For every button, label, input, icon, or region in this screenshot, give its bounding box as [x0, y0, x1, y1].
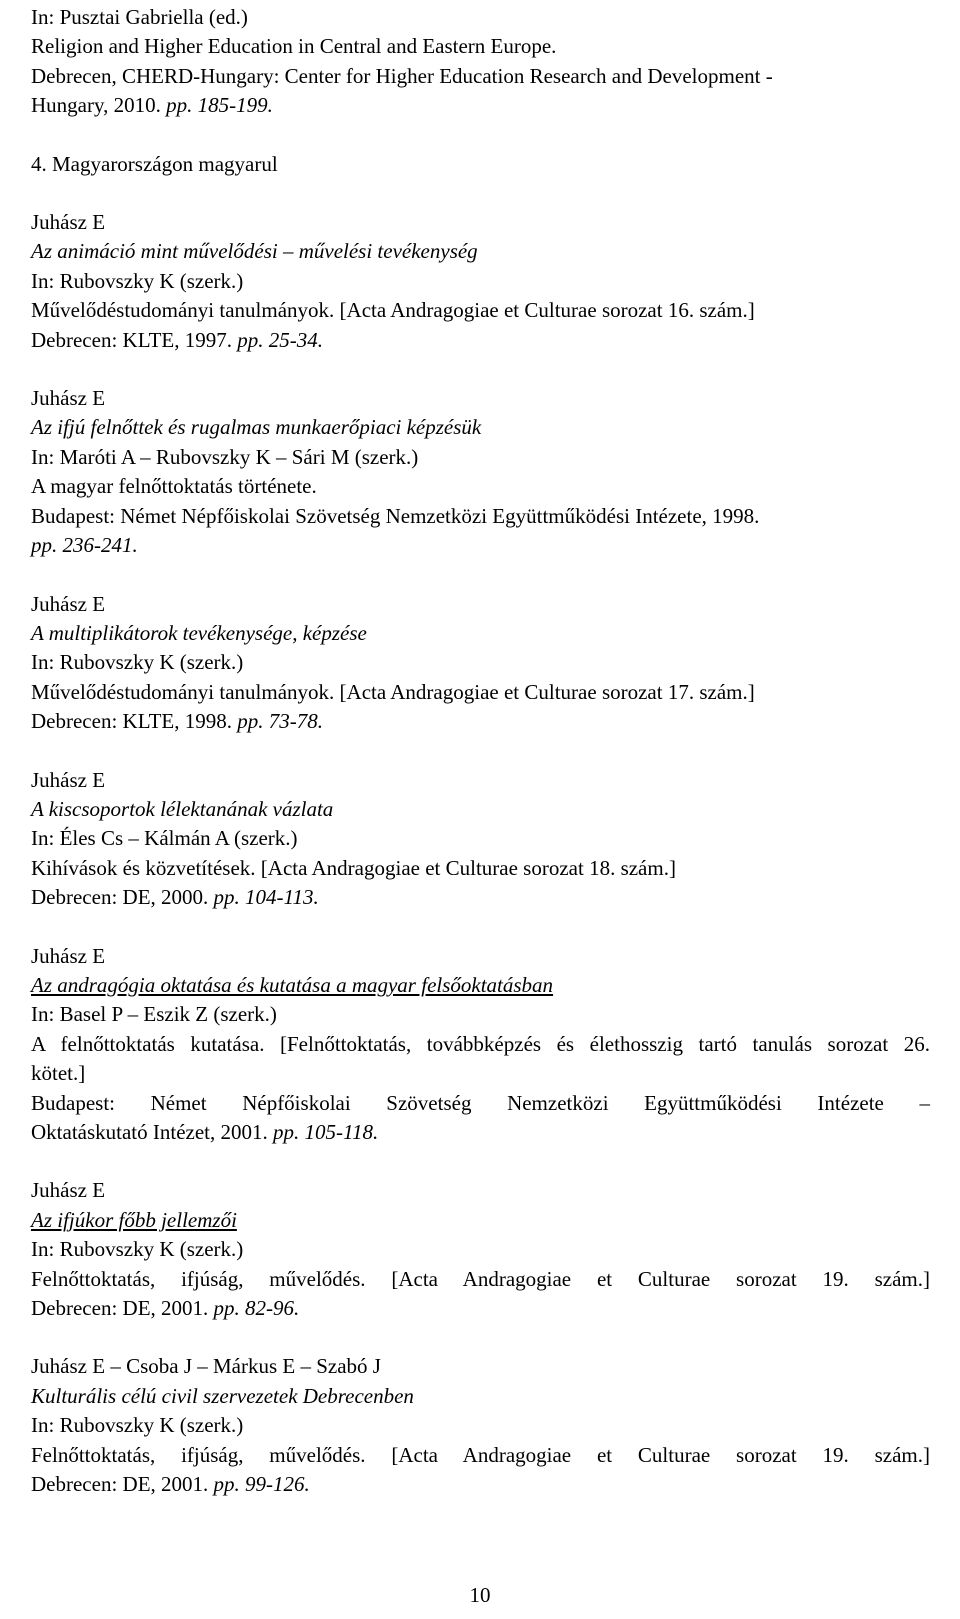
- entry-author: Juhász E: [31, 1178, 106, 1203]
- lead-in: In: Pusztai Gabriella (ed.): [31, 5, 248, 29]
- entry-editors: In: Éles Cs – Kálmán A (szerk.): [31, 826, 298, 851]
- entry-editors: In: Maróti A – Rubovszky K – Sári M (szerk.): [31, 444, 419, 469]
- entry-title: Kulturális célú civil szervezetek Debrecenben: [31, 1383, 414, 1408]
- entry-place-cont: Oktatáskutató Intézet, 2001.: [31, 1120, 274, 1144]
- lead-pages: pp. 185-199.: [166, 93, 273, 118]
- entry-title: Az ifjúkor főbb jellemzői: [31, 1207, 237, 1232]
- entry-author: Juhász E: [31, 767, 106, 792]
- entry-pages: pp. 82-96.: [213, 1296, 300, 1321]
- entry-series: A felnőttoktatás kutatása. [Felnőttoktatás, továbbképzés és élethosszig tartó tanulás sorozat 26.: [31, 1031, 930, 1056]
- reference-entry: [31, 1176, 930, 1323]
- entry-author: Juhász E: [31, 386, 106, 411]
- entry-place: Debrecen: DE, 2001.: [31, 1472, 214, 1497]
- entry-editors: In: Rubovszky K (szerk.): [31, 650, 244, 675]
- lead-year-line: [31, 91, 930, 120]
- entry-series-cont: kötet.]: [31, 1061, 86, 1086]
- entry-pages: pp. 104-113.: [213, 885, 319, 910]
- lead-year: Hungary, 2010.: [31, 93, 167, 118]
- page-number: 10: [469, 1583, 491, 1607]
- entry-author: Juhász E: [31, 591, 106, 616]
- entry-series: Felnőttoktatás, ifjúság, művelődés. [Acta Andragogiae et Culturae sorozat 19. szám.]: [31, 1266, 930, 1291]
- entry-author: Juhász E: [31, 943, 106, 968]
- entry-author: Juhász E – Csoba J – Márkus E – Szabó J: [31, 1354, 381, 1379]
- lead-publisher: Debrecen, CHERD-Hungary: Center for Higher Education Research and Development -: [31, 63, 773, 88]
- entry-editors: In: Rubovszky K (szerk.): [31, 1413, 244, 1438]
- entry-series: Felnőttoktatás, ifjúság, művelődés. [Acta Andragogiae et Culturae sorozat 19. szám.]: [31, 1442, 930, 1467]
- entry-editors: In: Rubovszky K (szerk.): [31, 1237, 244, 1262]
- entry-series: Kihívások és közvetítések. [Acta Andragogiae et Culturae sorozat 18. szám.]: [31, 855, 676, 880]
- entry-place: Debrecen: DE, 2000.: [31, 885, 214, 910]
- section-heading-block: [31, 150, 930, 179]
- entry-place: Debrecen: KLTE, 1998.: [31, 709, 238, 734]
- entry-place: Budapest: Német Népfőiskolai Szövetség Nemzetközi Együttműködési Intézete –: [31, 1090, 930, 1115]
- entry-place-line: [31, 326, 930, 355]
- entry-editors: In: Basel P – Eszik Z (szerk.): [31, 1002, 277, 1027]
- entry-title: Az animáció mint művelődési – művelési tevékenység: [31, 239, 478, 264]
- entry-pages: pp. 73-78.: [237, 709, 323, 734]
- reference-entry: [31, 384, 930, 560]
- reference-entry: [31, 942, 930, 1148]
- document-page: [31, 0, 930, 1499]
- entry-place: Debrecen: DE, 2001.: [31, 1296, 214, 1321]
- entry-place-line: [31, 883, 930, 912]
- entry-pages: pp. 105-118.: [273, 1120, 379, 1144]
- entry-editors: In: Rubovszky K (szerk.): [31, 268, 244, 293]
- entry-series: Művelődéstudományi tanulmányok. [Acta Andragogiae et Culturae sorozat 16. szám.]: [31, 298, 755, 323]
- entry-title: A kiscsoportok lélektanának vázlata: [31, 796, 334, 821]
- entry-pages: pp. 25-34.: [237, 327, 323, 352]
- entry-place-line: [31, 1470, 930, 1499]
- entry-place-line: [31, 1294, 930, 1323]
- entry-author: Juhász E: [31, 210, 106, 235]
- entry-book: A magyar felnőttoktatás története.: [31, 474, 317, 499]
- entry-place-line: [31, 1118, 930, 1147]
- entry-place: Budapest: Német Népfőiskolai Szövetség Nemzetközi Együttműködési Intézete, 1998.: [31, 503, 760, 528]
- entry-title: Az andragógia oktatása és kutatása a magyar felsőoktatásban: [31, 972, 554, 997]
- entry-title: A multiplikátorok tevékenysége, képzése: [31, 620, 367, 645]
- entry-pages: pp. 236-241.: [31, 533, 138, 558]
- entry-series: Művelődéstudományi tanulmányok. [Acta Andragogiae et Culturae sorozat 17. szám.]: [31, 679, 755, 704]
- reference-entry: [31, 766, 930, 913]
- reference-entry: [31, 208, 930, 355]
- entry-title: Az ifjú felnőttek és rugalmas munkaerőpiaci képzésük: [31, 415, 482, 440]
- entry-pages: pp. 99-126.: [213, 1472, 310, 1497]
- reference-entry: [31, 1352, 930, 1499]
- entry-place-line: [31, 707, 930, 736]
- lead-title: Religion and Higher Education in Central and Eastern Europe.: [31, 34, 557, 59]
- reference-entry: [31, 590, 930, 737]
- entry-place: Debrecen: KLTE, 1997.: [31, 327, 238, 352]
- lead-reference: [31, 3, 930, 121]
- section-heading: 4. Magyarországon magyarul: [31, 151, 278, 176]
